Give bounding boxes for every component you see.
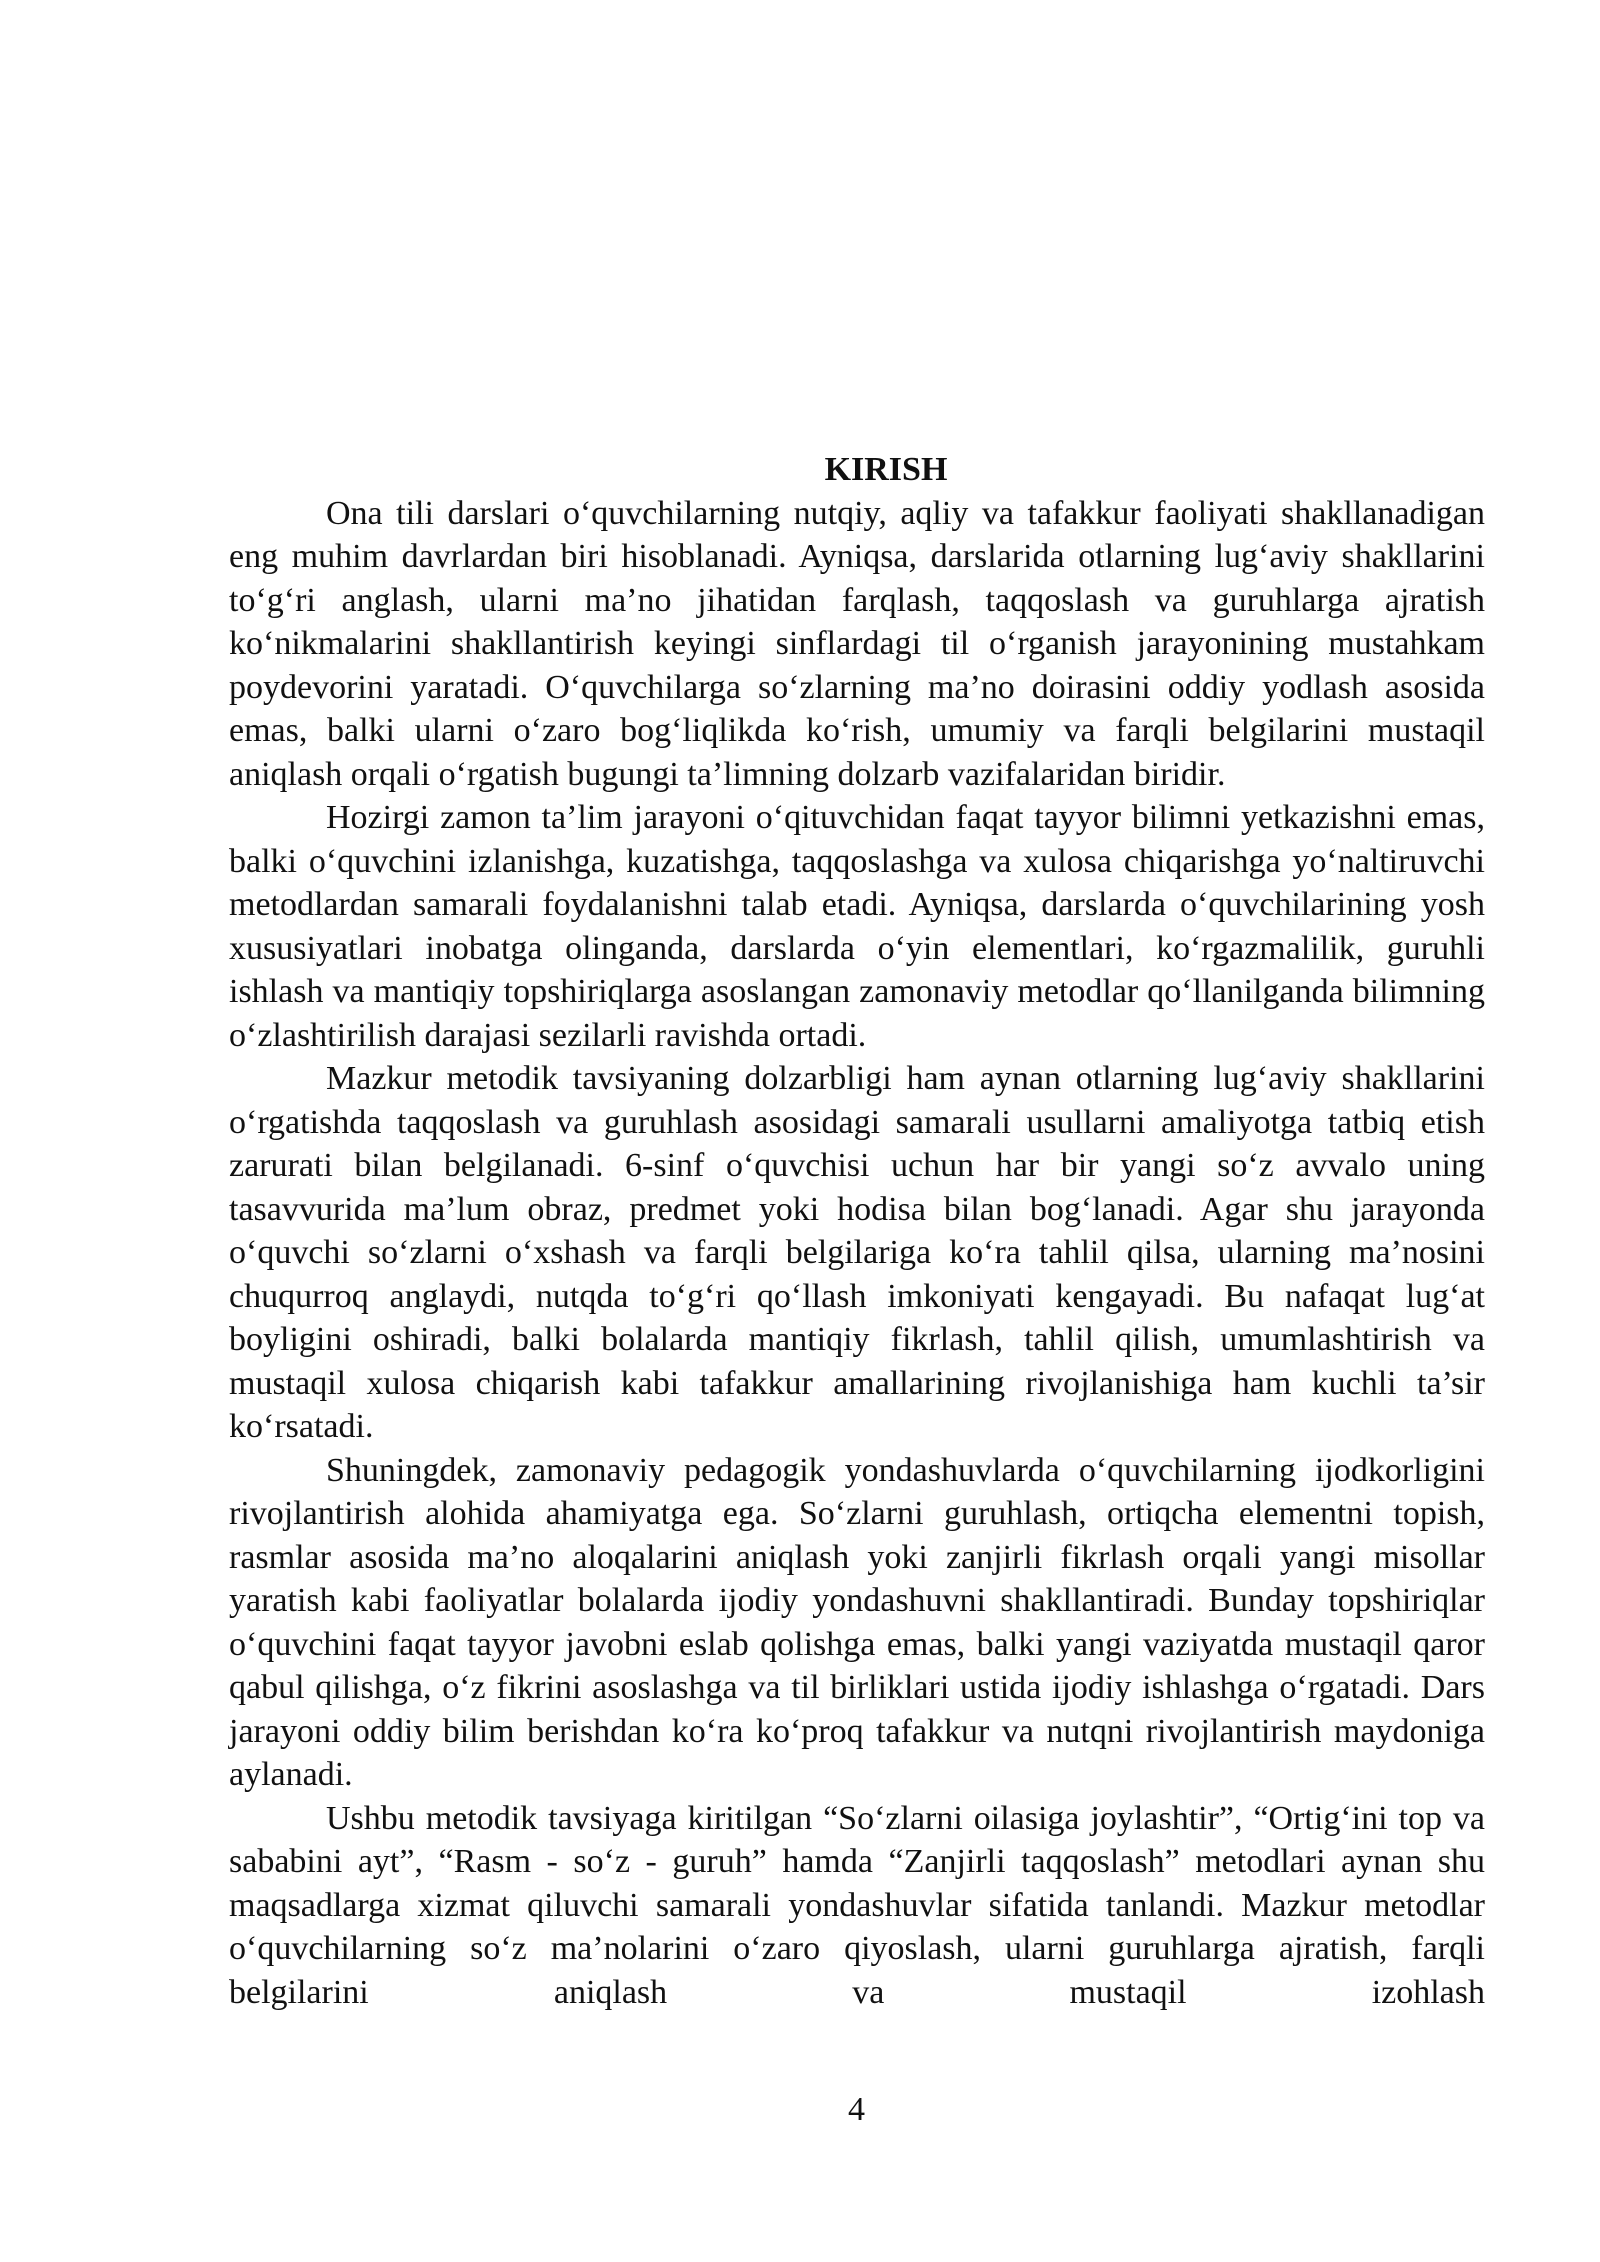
- paragraph-2: Hozirgi zamon ta’lim jarayoni o‘qituvchidan faqat tayyor bilimni yetkazishni emas, balki o‘quvchini izlanishga, kuzatishga, taqqoslashga va xulosa chiqarishga yo‘naltiruvchi metodlardan samarali foydalanishni talab etadi. Ayniqsa, darslarda o‘quvchilarining yosh xususiyatlari inobatga olinganda, darslarda o‘yin elementlari, ko‘rgazmalilik, guruhli ishlash va mantiqiy topshiriqlarga asoslangan zamonaviy metodlar qo‘llanilganda bilimning o‘zlashtirilish darajasi sezilarli ravishda ortadi.: [229, 799, 1485, 1054]
- page-body: [229, 448, 1485, 2014]
- page-number: 4: [848, 2091, 865, 2128]
- page-title: KIRISH: [824, 451, 948, 488]
- paragraph-1: Ona tili darslari o‘quvchilarning nutqiy, aqliy va tafakkur faoliyati shakllanadigan eng muhim davrlardan biri hisoblanadi. Ayniqsa, darslarida otlarning lug‘aviy shakllarini to‘g‘ri anglash, ularni ma’no jihatidan farqlash, taqqoslash va guruhlarga ajratish ko‘nikmalarini shakllantirish keyingi sinflardagi til o‘rganish jarayonining mustahkam poydevorini yaratadi. O‘quvchilarga so‘zlarning ma’no doirasini oddiy yodlash asosida emas, balki ularni o‘zaro bog‘liqlikda ko‘rish, umumiy va farqli belgilarini mustaqil aniqlash orqali o‘rgatish bugungi ta’limning dolzarb vazifalaridan biridir.: [229, 494, 1485, 793]
- paragraph-4: Shuningdek, zamonaviy pedagogik yondashuvlarda o‘quvchilarning ijodkorligini rivojlantirish alohida ahamiyatga ega. So‘zlarni guruhlash, ortiqcha elementni topish, rasmlar asosida ma’no aloqalarini aniqlash yoki zanjirli fikrlash orqali yangi misollar yaratish kabi faoliyatlar bolalarda ijodiy yondashuvni shakllantiradi. Bunday topshiriqlar o‘quvchini faqat tayyor javobni eslab qolishga emas, balki yangi vaziyatda mustaqil qaror qabul qilishga, o‘z fikrini asoslashga va til birliklari ustida ijodiy ishlashga o‘rgatadi. Dars jarayoni oddiy bilim berishdan ko‘ra ko‘proq tafakkur va nutqni rivojlantirish maydoniga aylanadi.: [229, 1451, 1485, 1793]
- paragraph-3: Mazkur metodik tavsiyaning dolzarbligi ham aynan otlarning lug‘aviy shakllarini o‘rgatishda taqqoslash va guruhlash asosidagi samarali usullarni amaliyotga tatbiq etish zarurati bilan belgilanadi. 6-sinf o‘quvchisi uchun har bir yangi so‘z avvalo uning tasavvurida ma’lum obraz, predmet yoki hodisa bilan bog‘lanadi. Agar shu jarayonda o‘quvchi so‘zlarni o‘xshash va farqli belgilariga ko‘ra tahlil qilsa, ularning ma’nosini chuqurroq anglaydi, nutqda to‘g‘ri qo‘llash imkoniyati kengayadi. Bu nafaqat lug‘at boyligini oshiradi, balki bolalarda mantiqiy fikrlash, tahlil qilish, umumlashtirish va mustaqil xulosa chiqarish kabi tafakkur amallarining rivojlanishiga ham kuchli ta’sir ko‘rsatadi.: [229, 1060, 1485, 1445]
- paragraph-5: Ushbu metodik tavsiyaga kiritilgan “So‘zlarni oilasiga joylashtir”, “Ortig‘ini top va sababini ayt”, “Rasm - so‘z - guruh” hamda “Zanjirli taqqoslash” metodlari aynan shu maqsadlarga xizmat qiluvchi samarali yondashuvlar sifatida tanlandi. Mazkur metodlar o‘quvchilarning so‘z ma’nolarini o‘zaro qiyoslash, ularni guruhlarga ajratish, farqli belgilarini aniqlash va mustaqil izohlash: [229, 1799, 1485, 2011]
